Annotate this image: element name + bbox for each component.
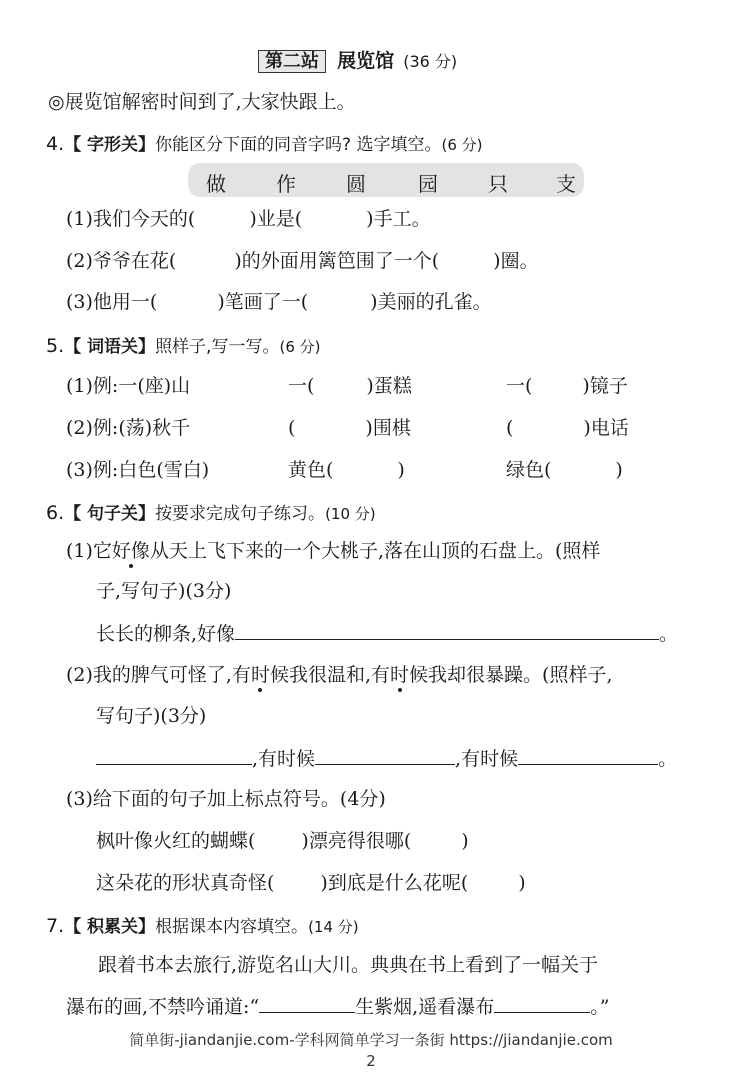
q6-s1-line2: 子,写句子)(3分) xyxy=(96,580,232,602)
char-option: 支 xyxy=(556,172,576,196)
q5-row-3-blank-b: 绿色( ) xyxy=(506,459,623,481)
answer-blank[interactable] xyxy=(235,621,659,640)
section-header xyxy=(258,46,457,75)
q7-heading xyxy=(46,912,359,937)
page-number: 2 xyxy=(366,1052,376,1070)
q7-number: 7. xyxy=(46,915,65,937)
q5-row-1-example: (1)例:一(座)山 xyxy=(66,375,191,397)
emphasis-dots: 有时候 xyxy=(371,664,429,686)
char-option: 圆 xyxy=(346,172,366,196)
q5-row-2-example: (2)例:(荡)秋千 xyxy=(66,417,191,439)
section-score: (36 分) xyxy=(403,52,458,71)
q4-score: (6 分) xyxy=(441,136,483,154)
q6-s3-row-1: 枫叶像火红的蝴蝶( )漂亮得很哪( ) xyxy=(96,830,469,852)
q5-row-2-blank-b: ( )电话 xyxy=(506,417,629,439)
char-option: 做 xyxy=(206,172,226,196)
q6-tag: 【 句子关】 xyxy=(64,504,156,524)
q6-s2-line1: (2)我的脾气可怪了,有时候我很温和,有时候我却很暴躁。(照样子, xyxy=(66,664,613,686)
char-options-bar xyxy=(188,163,584,197)
q6-prompt: 按要求完成句子练习。 xyxy=(155,504,326,524)
q6-s3-prompt: (3)给下面的句子加上标点符号。(4分) xyxy=(66,788,386,810)
answer-blank[interactable] xyxy=(494,994,590,1013)
q6-s3-row-2: 这朵花的形状真奇怪( )到底是什么花呢( ) xyxy=(96,872,526,894)
footer-watermark: 简单街-jiandanjie.com-学科网简单学习一条街 https://jiandanjie.com xyxy=(129,1031,613,1049)
char-option: 只 xyxy=(488,172,508,196)
q5-row-3-example: (3)例:白色(雪白) xyxy=(66,459,210,481)
q4-item-2: (2)爷爷在花( )的外面用篱笆围了一个( )圈。 xyxy=(66,250,539,272)
intro-text: ◎展览馆解密时间到了,大家快跟上。 xyxy=(48,91,356,113)
section-badge: 第二站 xyxy=(258,50,326,73)
q6-number: 6. xyxy=(46,502,65,524)
q5-score: (6 分) xyxy=(279,338,321,356)
q5-row-2-blank-a: ( )围棋 xyxy=(288,417,411,439)
q7-tag: 【 积累关】 xyxy=(64,917,156,937)
q5-tag: 【 词语关】 xyxy=(64,337,156,357)
q5-heading xyxy=(46,332,321,357)
q5-prompt: 照样子,写一写。 xyxy=(155,337,280,357)
char-option: 园 xyxy=(418,172,438,196)
q7-line-1: 跟着书本去旅行,游览名山大川。典典在书上看到了一幅关于 xyxy=(98,954,599,976)
q4-heading xyxy=(46,130,483,155)
emphasis-dots: 有时候 xyxy=(231,664,289,686)
q7-prompt: 根据课本内容填空。 xyxy=(155,917,309,937)
q5-row-1-blank-b: 一( )镜子 xyxy=(506,375,628,397)
q4-prompt: 你能区分下面的同音字吗? 选字填空。 xyxy=(155,135,442,155)
q4-tag: 【 字形关】 xyxy=(64,135,156,155)
q4-number: 4. xyxy=(46,133,65,155)
q4-item-1: (1)我们今天的( )业是( )手工。 xyxy=(66,208,431,230)
q5-number: 5. xyxy=(46,335,65,357)
q6-s2-answer: ,有时候 ,有时候 。 xyxy=(96,746,677,772)
answer-blank[interactable] xyxy=(259,994,355,1013)
q6-heading xyxy=(46,499,376,524)
q6-s2-line2: 写句子)(3分) xyxy=(96,705,207,727)
answer-blank[interactable] xyxy=(315,746,455,765)
answer-blank[interactable] xyxy=(96,746,252,765)
q5-row-3-blank-a: 黄色( ) xyxy=(288,459,405,481)
q6-s1-answer: 长长的柳条,好像 。 xyxy=(96,623,679,645)
q5-row-1-blank-a: 一( )蛋糕 xyxy=(288,375,412,397)
q7-line-2: 瀑布的画,不禁吟诵道:“ 生紫烟,遥看瀑布 。” xyxy=(66,996,610,1018)
q6-s1-line1: (1)它好像从天上飞下来的一个大桃子,落在山顶的石盘上。(照样 xyxy=(66,540,601,562)
q4-item-3: (3)他用一( )笔画了一( )美丽的孔雀。 xyxy=(66,291,492,313)
char-option: 作 xyxy=(276,172,296,196)
section-name: 展览馆 xyxy=(337,50,395,72)
answer-blank[interactable] xyxy=(518,746,658,765)
q7-score: (14 分) xyxy=(308,918,359,936)
emphasis-dots: 好像 xyxy=(111,540,150,562)
q6-score: (10 分) xyxy=(325,505,376,523)
